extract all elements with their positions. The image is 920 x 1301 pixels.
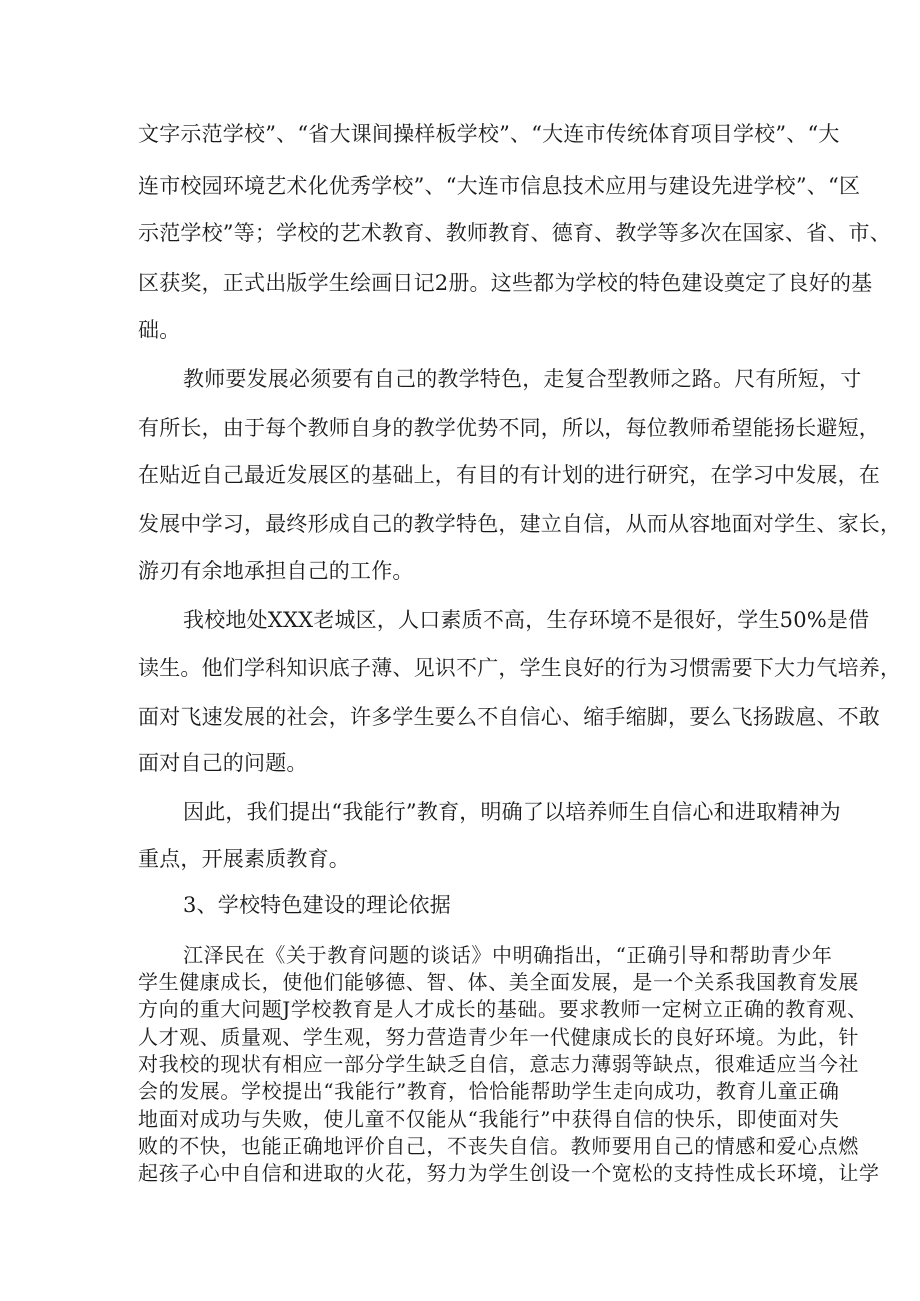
text-line: 游刃有余地承担自己的工作。 [138, 559, 414, 583]
text-line: 连市校园环境艺术化优秀学校”、“大连市信息技术应用与建设先进学校”、“区 [138, 174, 861, 198]
text-line: 发展中学习，最终形成自己的教学特色，建立自信，从而从容地面对学生、家长， [138, 512, 902, 536]
text-line: 我校地处XXX老城区，人口素质不高，生存环境不是很好，学生50%是借 [183, 608, 870, 632]
text-line: 教师要发展必须要有自己的教学特色，走复合型教师之路。尺有所短，寸 [183, 367, 862, 391]
text-line: 文字示范学校”、“省大课间操样板学校”、“大连市传统体育项目学校”、“大 [138, 122, 840, 146]
text-line: 方向的重大问题J学校教育是人才成长的基础。要求教师一定树立正确的教育观、 [138, 997, 868, 1021]
section-heading: 3、学校特色建设的理论依据 [183, 893, 451, 917]
text-line: 学生健康成长，使他们能够德、智、体、美全面发展，是一个关系我国教育发展 [138, 970, 859, 994]
text-line: 人才观、质量观、学生观，努力营造青少年一代健康成长的良好环境。为此，针 [138, 1025, 859, 1049]
text-line: 败的不快，也能正确地评价自己，不丧失自信。教师要用自己的情感和爱心点燃 [138, 1134, 859, 1158]
text-line: 读生。他们学科知识底子薄、见识不广，学生良好的行为习惯需要下大力气培养， [138, 656, 902, 680]
text-line: 因此，我们提出“我能行”教育，明确了以培养师生自信心和进取精神为 [183, 800, 841, 824]
text-line: 础。 [138, 318, 181, 342]
text-line: 有所长，由于每个教师自身的教学优势不同，所以，每位教师希望能扬长避短， [138, 416, 880, 440]
text-line: 起孩子心中自信和进取的火花，努力为学生创设一个宽松的支持性成长环境，让学 [138, 1161, 880, 1185]
text-line: 对我校的现状有相应一部分学生缺乏自信，意志力薄弱等缺点，很难适应当今社 [138, 1052, 859, 1076]
text-line: 重点，开展素质教育。 [138, 847, 350, 871]
text-line: 在贴近自己最近发展区的基础上，有目的有计划的进行研究，在学习中发展，在 [138, 463, 880, 487]
text-line: 区获奖，正式出版学生绘画日记2册。这些都为学校的特色建设奠定了良好的基 [138, 271, 873, 295]
text-line: 示范学校”等；学校的艺术教育、教师教育、德育、教学等多次在国家、省、市、 [138, 221, 891, 245]
text-line: 地面对成功与失败，使儿童不仅能从“我能行”中获得自信的快乐，即使面对失 [138, 1107, 840, 1131]
text-line: 会的发展。学校提出“我能行”教育，恰恰能帮助学生走向成功，教育儿童正确 [138, 1079, 840, 1103]
text-line: 面对飞速发展的社会，许多学生要么不自信心、缩手缩脚，要么飞扬跋扈、不敢 [138, 705, 880, 729]
text-line: 江泽民在《关于教育问题的谈话》中明确指出，“正确引导和帮助青少年 [183, 943, 833, 967]
text-line: 面对自己的问题。 [138, 751, 308, 775]
